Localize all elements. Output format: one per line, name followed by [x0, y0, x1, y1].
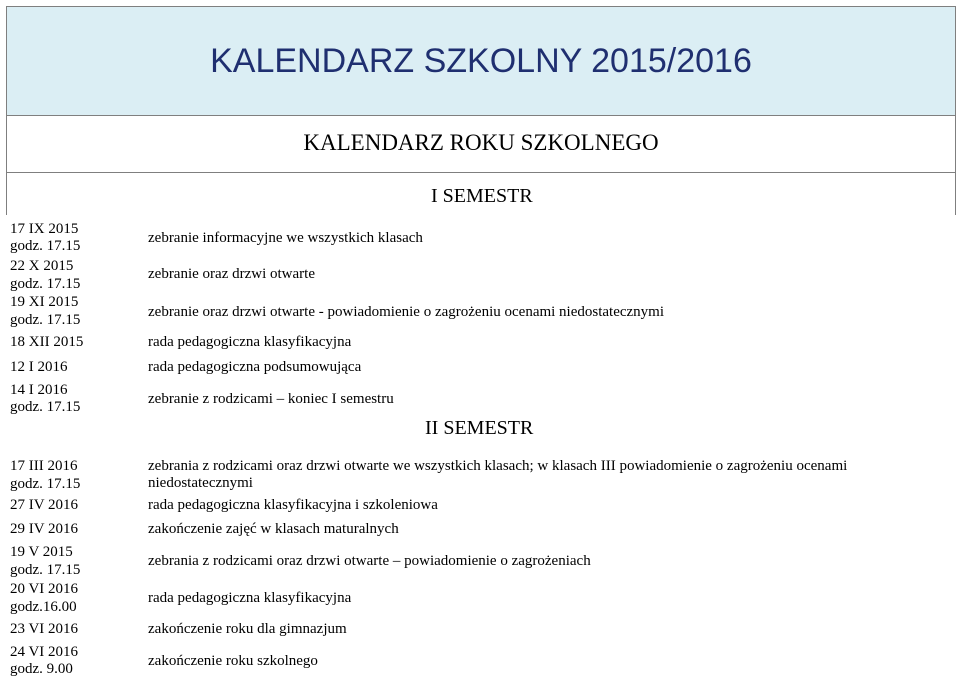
row-event: zebrania z rodzicami oraz drzwi otwarte – powiadomienie o zagrożeniach: [148, 553, 591, 569]
row-time: godz. 17.15: [10, 399, 81, 415]
semester-2-label: II SEMESTR: [425, 417, 534, 439]
row-event: zakończenie roku szkolnego: [148, 653, 318, 669]
subtitle-row: [6, 114, 956, 173]
semester-1-label: I SEMESTR: [431, 185, 533, 207]
row-date: 17 IX 2015: [10, 221, 79, 237]
row-event: rada pedagogiczna podsumowująca: [148, 359, 362, 375]
row-date: 22 X 2015: [10, 258, 74, 274]
row-event: zebranie oraz drzwi otwarte: [148, 266, 315, 282]
row-time: godz. 17.15: [10, 476, 81, 492]
row-event: rada pedagogiczna klasyfikacyjna: [148, 590, 352, 606]
row-time: godz. 9.00: [10, 661, 73, 677]
row-event: zakończenie zajęć w klasach maturalnych: [148, 521, 399, 537]
row-time: godz. 17.15: [10, 312, 81, 328]
row-time: godz.16.00: [10, 599, 77, 615]
row-event: zebranie oraz drzwi otwarte - powiadomienie o zagrożeniu ocenami niedostatecznymi: [148, 304, 665, 320]
row-date: 17 III 2016: [10, 458, 78, 474]
row-date: 19 V 2015: [10, 544, 73, 560]
row-date: 18 XII 2015: [10, 334, 84, 350]
row-date: 27 IV 2016: [10, 497, 79, 513]
row-event: rada pedagogiczna klasyfikacyjna: [148, 334, 352, 350]
row-date: 14 I 2016: [10, 382, 68, 398]
row-date: 19 XI 2015: [10, 294, 79, 310]
row-event: zakończenie roku dla gimnazjum: [148, 621, 347, 637]
row-time: godz. 17.15: [10, 562, 81, 578]
row-time: godz. 17.15: [10, 238, 81, 254]
row-date: 24 VI 2016: [10, 644, 79, 660]
title-banner: [6, 6, 956, 116]
row-event: zebranie informacyjne we wszystkich klasach: [148, 230, 423, 246]
page-title: KALENDARZ SZKOLNY 2015/2016: [210, 41, 752, 80]
row-date: 23 VI 2016: [10, 621, 79, 637]
row-event: rada pedagogiczna klasyfikacyjna i szkoleniowa: [148, 497, 438, 513]
row-event: zebrania z rodzicami oraz drzwi otwarte we wszystkich klasach; w klasach III powiadomienie o zagrożeniu ocenami niedostatecznymi: [148, 458, 848, 491]
row-event: zebranie z rodzicami – koniec I semestru: [148, 391, 394, 407]
row-date: 20 VI 2016: [10, 581, 79, 597]
row-date: 12 I 2016: [10, 359, 68, 375]
page-subtitle: KALENDARZ ROKU SZKOLNEGO: [303, 130, 659, 155]
row-time: godz. 17.15: [10, 276, 81, 292]
row-date: 29 IV 2016: [10, 521, 79, 537]
